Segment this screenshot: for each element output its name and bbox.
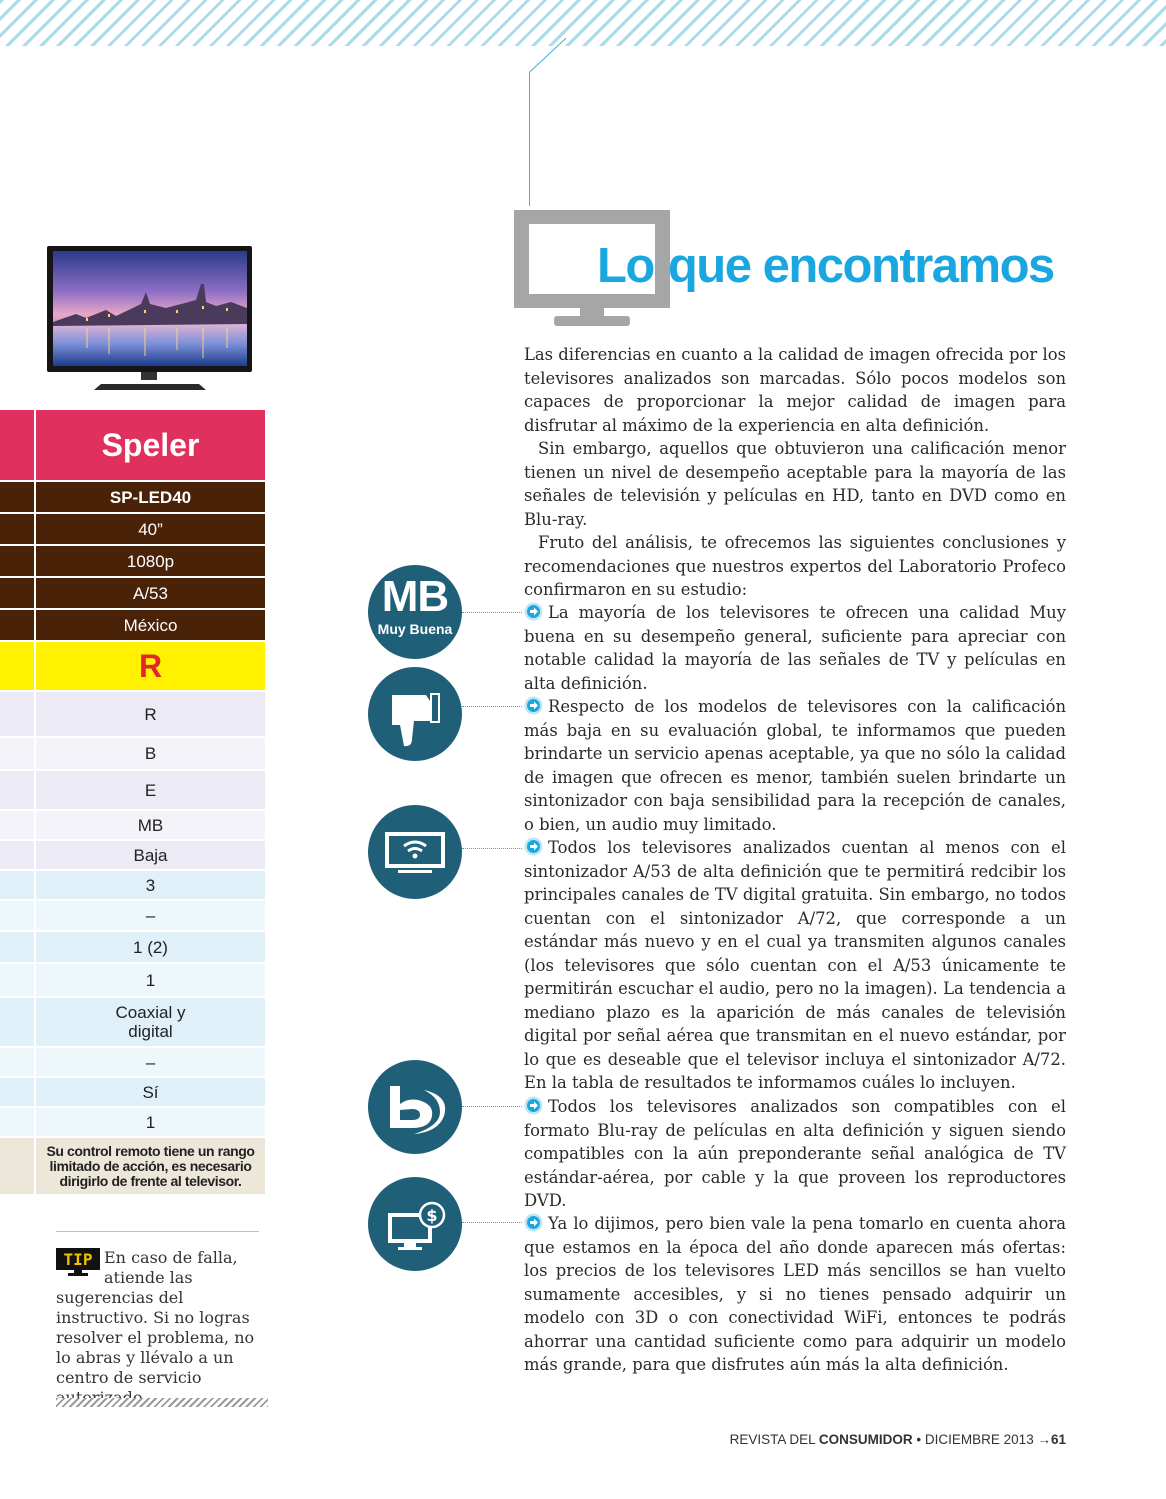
footer-magazine: REVISTA DEL [729, 1432, 816, 1447]
title-part-2: que encontramos [667, 239, 1054, 293]
result-value: 3 [36, 871, 265, 899]
tv-signal-icon [368, 805, 462, 899]
title-part-1: Lo [597, 239, 654, 293]
finding-paragraph: Ya lo dijimos, pero bien vale la pena tomarlo en cuenta ahora que estamos en la época del año donde aparecen más ofertas: los precios de los televisores LED más sencillos se han vuelto sumamente accesibles, y si no tienes pensado adquirir un modelo con 3D o con conectividad WiFi, entonces te podrás ahorrar una cantidad suficiente como para adquirir un modelo más grande, para que disfrutes aún más la alta definición. [524, 1214, 1066, 1374]
tip-box [56, 1248, 271, 1408]
intro-text [524, 343, 1066, 602]
result-value: Baja [36, 841, 265, 869]
result-value: Sí [36, 1078, 265, 1106]
result-value: 1 (2) [36, 932, 265, 962]
result-value: Coaxial y digital [36, 998, 265, 1046]
finding-paragraph: Todos los televisores analizados cuentan al menos con el sintonizador A/53 de alta definición que te permitirá redcibir los principales canales de TV digital gratuita. Sin embargo, no todos cuentan con el sintonizador A/72, que corresponde a un estándar más nuevo y en el cual ya transmiten algunos canales (los televisores que sólo cuentan con el A/53 únicamente te permitirán escuchar el audio, pero no la imagen). La tendencia a mediano plazo es la aparición de más canales de televisión digital por señal aérea que transmitan en el nuevo estándar, por lo que es deseable que el televisor incluya el sintonizador A/72. En la tabla de resultados te informamos cuáles lo incluyen. [524, 838, 1066, 1092]
model-row [0, 482, 265, 514]
origin-row [0, 610, 265, 642]
tv-price-icon [368, 1177, 462, 1271]
thumbs-down-icon [368, 667, 462, 761]
result-row [0, 1108, 265, 1138]
finding-text [524, 1095, 1066, 1213]
footer-separator: • [916, 1432, 922, 1447]
footer-arrow: → [1037, 1432, 1051, 1447]
size-row [0, 514, 265, 546]
guide-line [529, 72, 530, 206]
mb-badge-big: MB [381, 572, 449, 621]
page-title [597, 238, 1054, 294]
grade-row [0, 642, 265, 692]
result-value: E [36, 771, 265, 809]
tip-badge-label: TIP [63, 1250, 93, 1269]
finding-text [524, 1212, 1066, 1377]
results-column [0, 410, 265, 1196]
resolution: 1080p [36, 546, 265, 576]
connector-line [462, 1106, 522, 1107]
tuner-row [0, 578, 265, 610]
result-row [0, 1078, 265, 1108]
result-value: 1 [36, 1108, 265, 1136]
brand-name: Speler [36, 410, 265, 480]
result-row [0, 932, 265, 964]
result-value: B [36, 738, 265, 769]
result-row [0, 841, 265, 871]
intro-paragraph: Sin embargo, aquellos que obtuvieron una calificación menor tienen un nivel de desempeño aceptable para la mayoría de las señales de televisión y películas en HD, tanto en DVD como en Blu-ray. [524, 439, 1066, 529]
note-row [0, 1138, 265, 1196]
result-value: – [36, 1048, 265, 1076]
finding-paragraph: La mayoría de los televisores te ofrecen una calidad Muy buena en su desempeño general, suficiente para apreciar con notable calidad la mayoría de las señales de TV y películas en alta definición. [524, 603, 1066, 693]
overall-grade: R [36, 642, 265, 690]
result-row [0, 692, 265, 738]
connector-line [462, 706, 522, 707]
tip-badge-icon [56, 1248, 100, 1276]
result-value: MB [36, 811, 265, 839]
result-row [0, 811, 265, 841]
origin: México [36, 610, 265, 640]
connector-line [462, 1222, 522, 1223]
connector-line [462, 848, 522, 849]
tip-text: En caso de falla, atiende las sugerencias del instructivo. Si no logras resolver el problema, no lo abras y llévalo a un centro de servicio [56, 1248, 255, 1387]
product-note: Su control remoto tiene un rango limitado de acción, es necesario dirigirlo de frente al televisor. [36, 1138, 265, 1194]
mb-rating-icon [368, 565, 462, 659]
result-row [0, 998, 265, 1048]
brand-row [0, 410, 265, 482]
result-row [0, 738, 265, 771]
result-value: R [36, 692, 265, 736]
connector-line [462, 612, 522, 613]
arrow-bullet-icon [524, 1213, 543, 1232]
result-row [0, 1048, 265, 1078]
footer-date: DICIEMBRE 2013 [924, 1432, 1034, 1447]
finding-text [524, 695, 1066, 836]
screen-size: 40” [36, 514, 265, 544]
arrow-bullet-icon [524, 602, 543, 621]
arrow-bullet-icon [524, 1096, 543, 1115]
top-hatch-band [0, 0, 1166, 46]
tip-divider [56, 1231, 259, 1232]
finding-text [524, 836, 1066, 1095]
svg-text:$: $ [426, 1206, 438, 1225]
result-value: – [36, 901, 265, 930]
model-name: SP-LED40 [36, 482, 265, 512]
tv-product-image [46, 244, 254, 396]
result-row [0, 901, 265, 932]
bluray-icon [368, 1060, 462, 1154]
intro-paragraph: Las diferencias en cuanto a la calidad de imagen ofrecida por los televisores analizados son marcadas. Sólo pocos modelos son capaces de proporcionar la mejor calidad de imagen para disfrutar al máximo de la experiencia en alta definición. [524, 345, 1066, 435]
page-number: 61 [1050, 1432, 1066, 1447]
arrow-bullet-icon [524, 837, 543, 856]
footer-magazine-bold: CONSUMIDOR [818, 1432, 913, 1447]
result-row [0, 771, 265, 811]
result-value: 1 [36, 964, 265, 996]
page-footer [730, 1432, 1066, 1447]
finding-paragraph: Todos los televisores analizados son compatibles con el formato Blu-ray de películas en alta definición y siguen siendo compatibles con la aún preponderante señal analógica de TV estándar-aérea, por cable y la que proveen los reproductores DVD. [524, 1097, 1066, 1210]
finding-paragraph: Respecto de los modelos de televisores con la calificación más baja en su evaluación global, te informamos que pueden brindarte un servicio apenas aceptable, ya que no sólo la calidad de imagen que ofrecen es menor, también suelen brindarte un sintonizador con baja sensibilidad para la recepción de canales, o bien, un audio muy limitado. [524, 697, 1066, 834]
mb-badge-small: Muy Buena [377, 621, 453, 637]
finding-text [524, 601, 1066, 695]
result-row [0, 871, 265, 901]
intro-paragraph: Fruto del análisis, te ofrecemos las siguientes conclusiones y recomendaciones que nuestros expertos del Laboratorio Profeco confirmaron en su estudio: [524, 533, 1066, 599]
tip-hatch-band [56, 1398, 268, 1407]
result-row [0, 964, 265, 998]
arrow-bullet-icon [524, 696, 543, 715]
resolution-row [0, 546, 265, 578]
tuner: A/53 [36, 578, 265, 608]
